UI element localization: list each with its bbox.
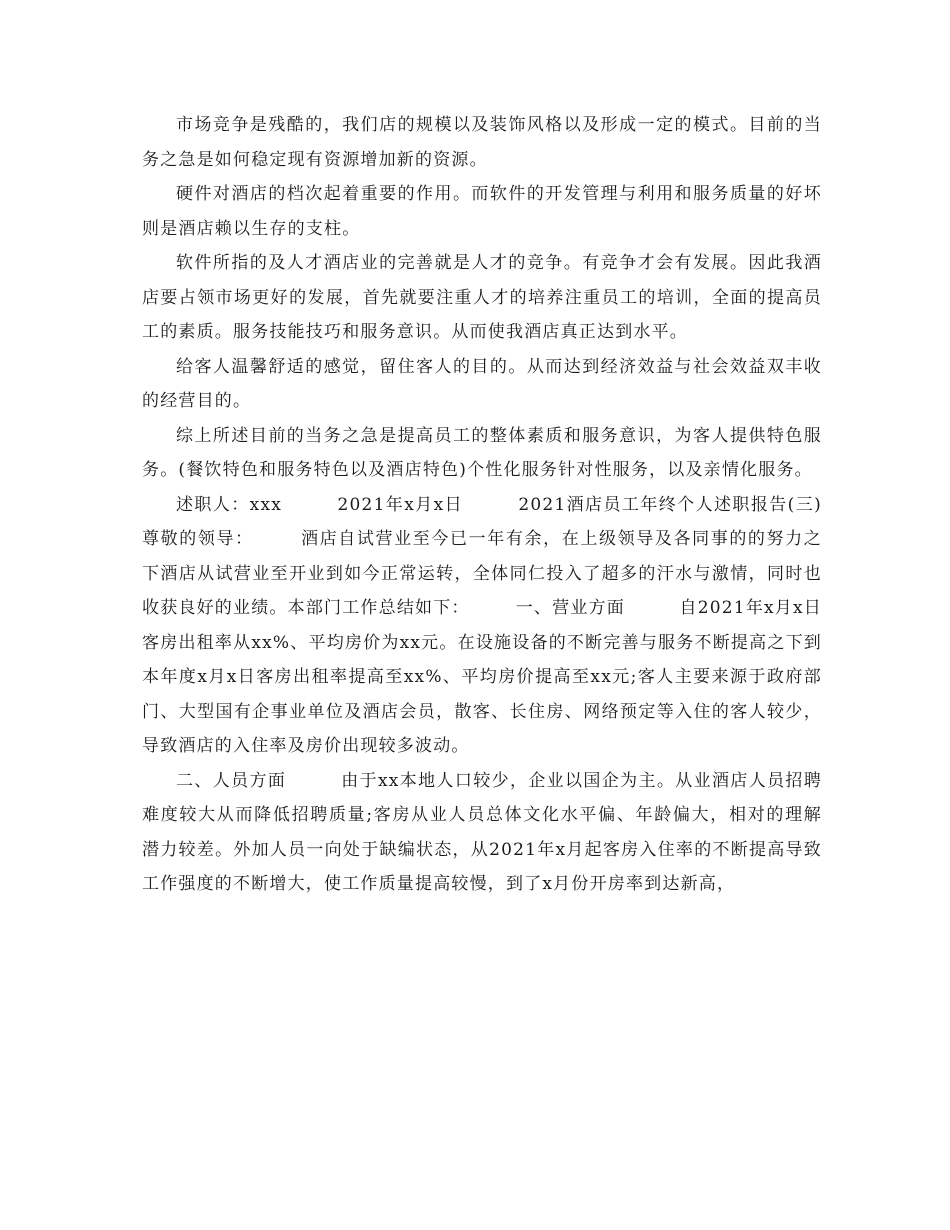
paragraph: 软件所指的及人才酒店业的完善就是人才的竞争。有竞争才会有发展。因此我酒店要占领市场更好的发展，首先就要注重人才的培养注重员工的培训，全面的提高员工的素质。服务技能技巧和服务意识。从而使我酒店真正达到水平。	[142, 253, 822, 342]
paragraph: 二、人员方面 由于xx本地人口较少，企业以国企为主。从业酒店人员招聘难度较大从而降低招聘质量;客房从业人员总体文化水平偏、年龄偏大，相对的理解潜力较差。外加人员一向处于缺编状态，从2021年x月起客房入住率的不断提高导致工作强度的不断增大，使工作质量提高较慢，到了x月份开房率到达新高，	[142, 770, 822, 894]
paragraph: 述职人：xxx 2021年x月x日 2021酒店员工年终个人述职报告(三) 尊敬的领导： 酒店自试营业至今已一年有余，在上级领导及各同事的的努力之下酒店从试营业至开业到如今正常运转，全体同仁投入了超多的汗水与激情，同时也收获良好的业绩。本部门工作总结如下： 一、营业方面 自2021年x月x日客房出租率从xx%、平均房价为xx元。在设施设备的不断完善与服务不断提高之下到本年度x月x日客房出租率提高至xx%、平均房价提高至xx元;客人主要来源于政府部门、大型国有企事业单位及酒店会员，散客、长住房、网络预定等入住的客人较少，导致酒店的入住率及房价出现较多波动。	[142, 494, 841, 756]
paragraph: 给客人温馨舒适的感觉，留住客人的目的。从而达到经济效益与社会效益双丰收的经营目的。	[142, 356, 822, 411]
paragraph: 综上所述目前的当务之急是提高员工的整体素质和服务意识，为客人提供特色服务。(餐饮特色和服务特色以及酒店特色)个性化服务针对性服务，以及亲情化服务。	[142, 425, 822, 480]
paragraph: 硬件对酒店的档次起着重要的作用。而软件的开发管理与利用和服务质量的好坏则是酒店赖以生存的支柱。	[142, 184, 822, 239]
document-body	[142, 108, 841, 902]
paragraph: 市场竞争是残酷的，我们店的规模以及装饰风格以及形成一定的模式。目前的当务之急是如何稳定现有资源增加新的资源。	[142, 115, 822, 170]
